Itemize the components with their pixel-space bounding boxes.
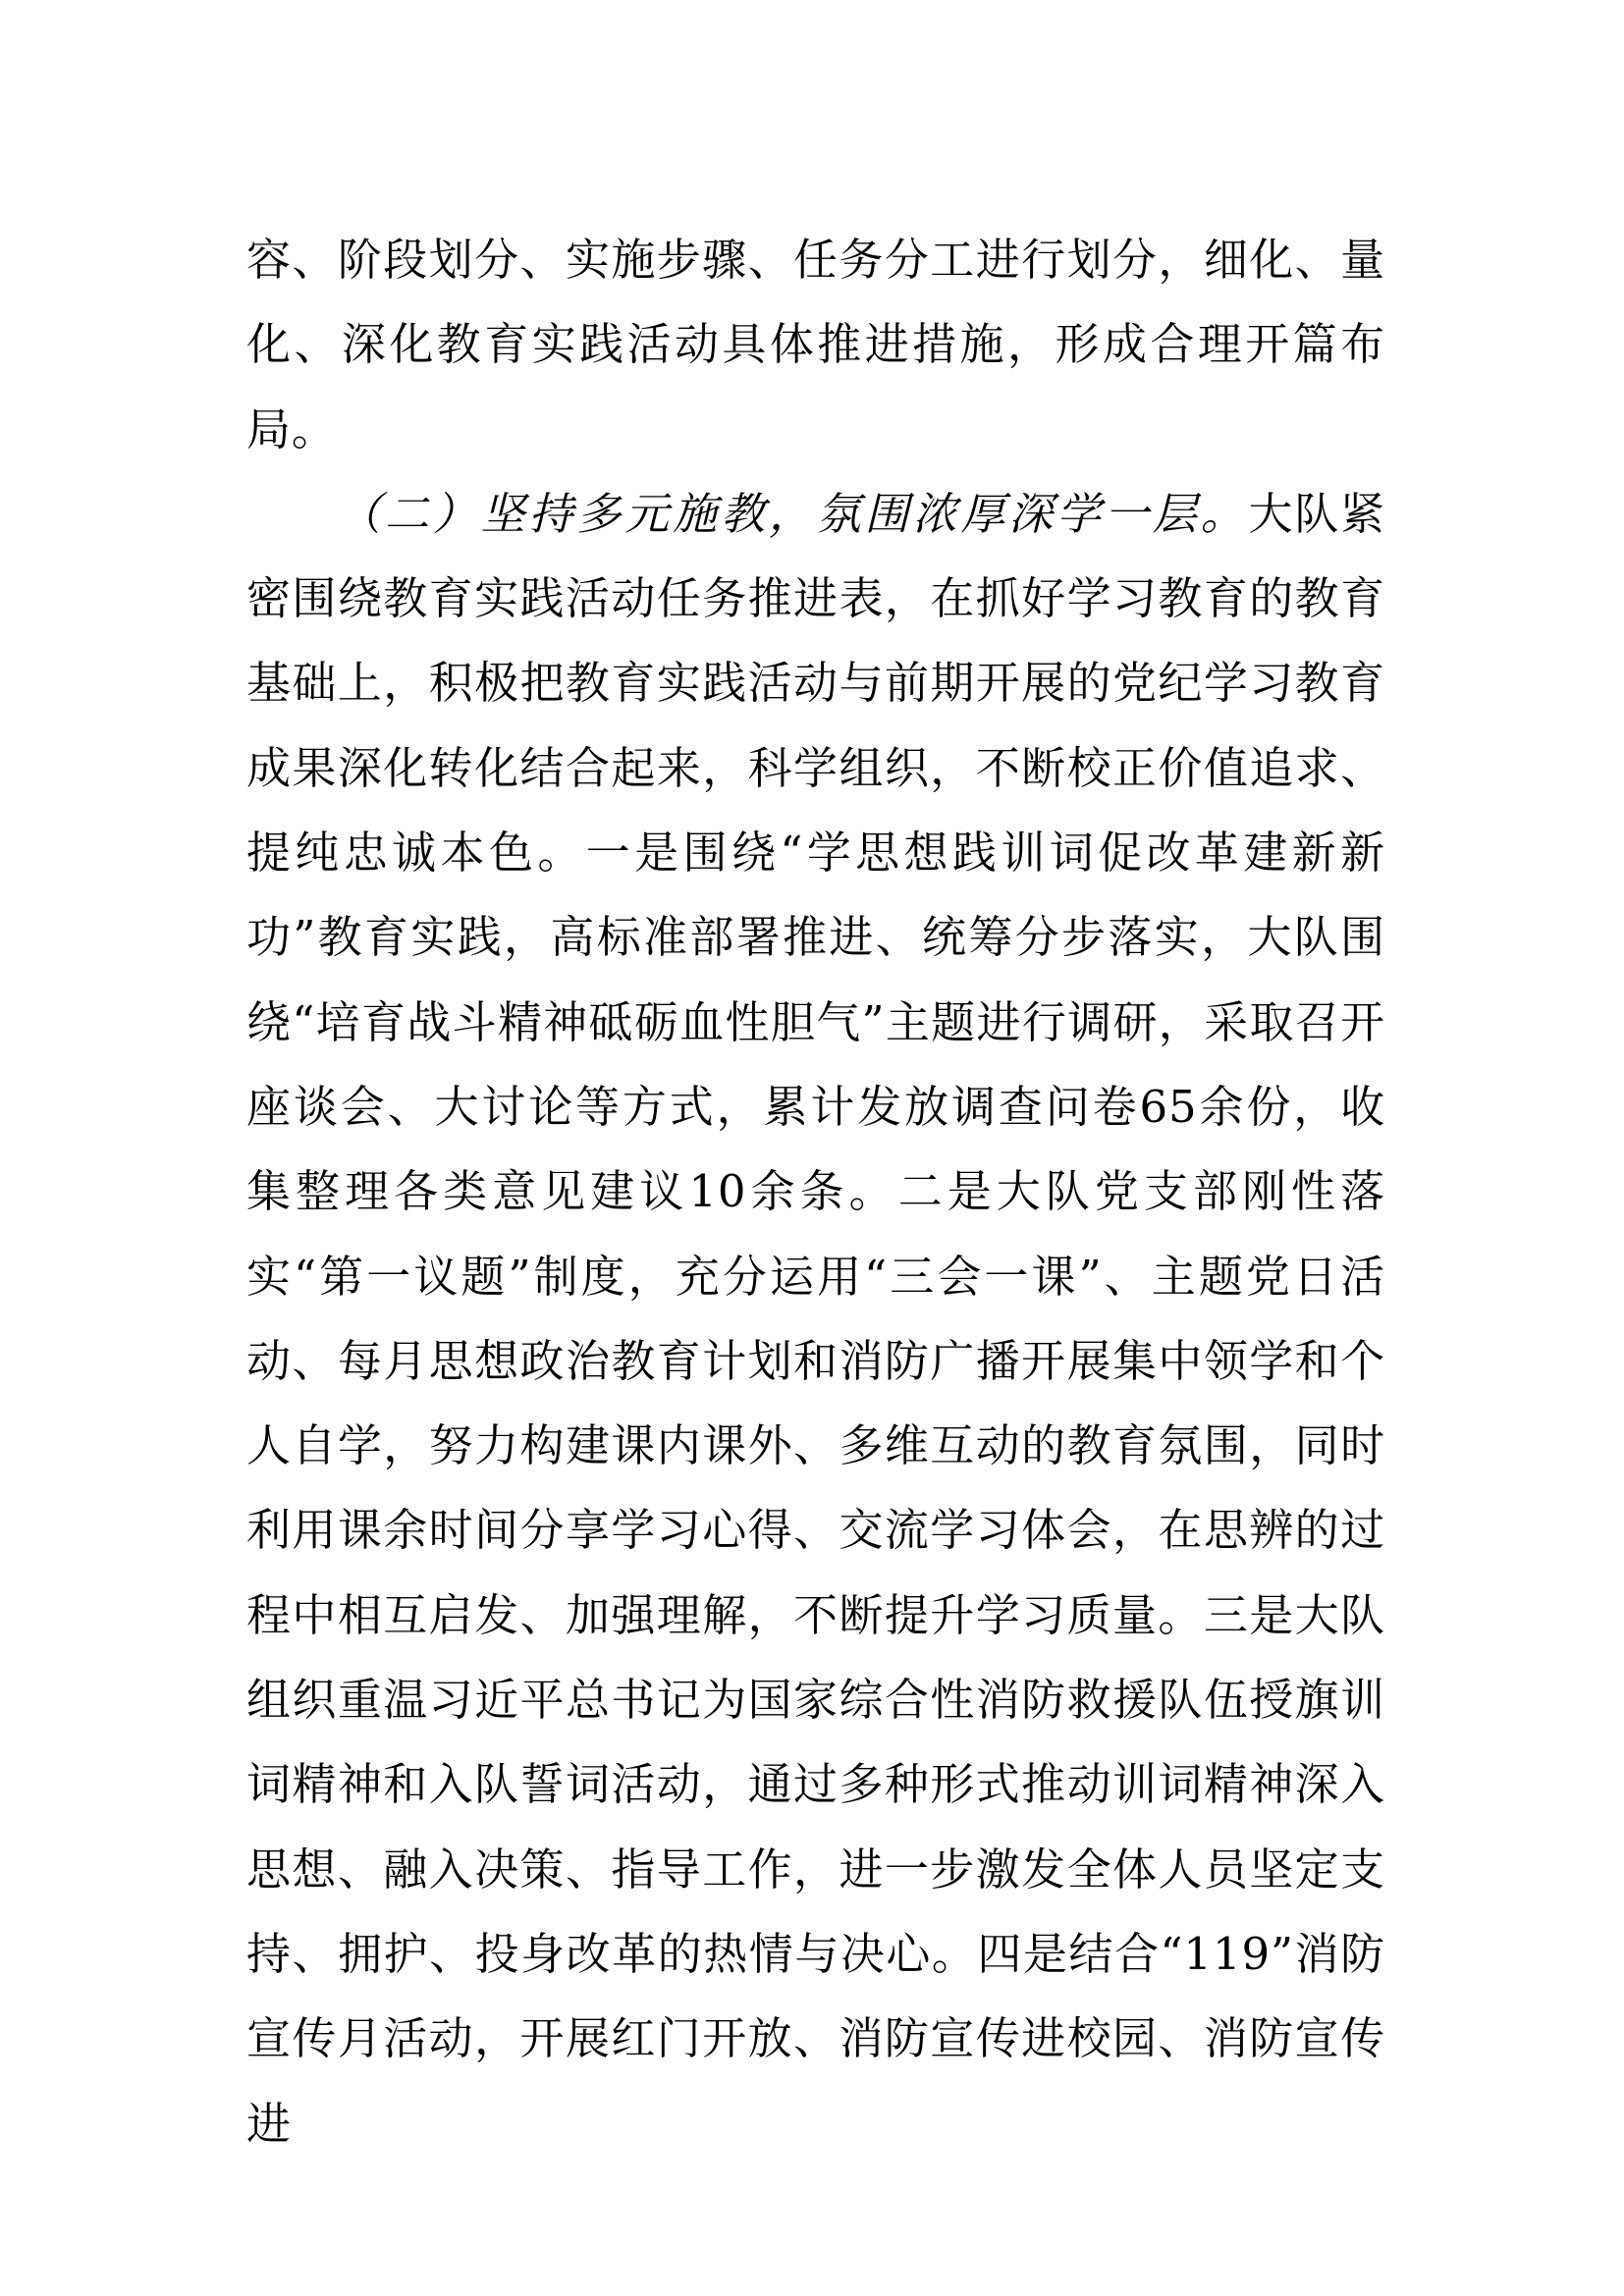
paragraph-continuation	[246, 218, 1385, 472]
paragraph-text: 容、阶段划分、实施步骤、任务分工进行划分，细化、量化、深化教育实践活动具体推进措施，形成合理开篇布局。	[246, 234, 1385, 455]
paragraph-text: 大队紧密围绕教育实践活动任务推进表，在抓好学习教育的教育基础上，积极把教育实践活动与前期开展的党纪学习教育成果深化转化结合起来，科学组织，不断校正价值追求、提纯忠诚本色。一是围绕“学思想践训词促改革建新新功”教育实践，高标准部署推进、统筹分步落实，大队围绕“培育战斗精神砥砺血性胆气”主题进行调研，采取召开座谈会、大讨论等方式，累计发放调查问卷65余份，收集整理各类意见建议10余条。二是大队党支部刚性落实“第一议题”制度，充分运用“三会一课”、主题党日活动、每月思想政治教育计划和消防广播开展集中领学和个人自学，努力构建课内课外、多维互动的教育氛围，同时利用课余时间分享学习心得、交流学习体会，在思辨的过程中相互启发、加强理解，不断提升学习质量。三是大队组织重温习近平总书记为国家综合性消防救援队伍授旗训词精神和入队誓词活动，通过多种形式推动训词精神深入思想、融入决策、指导工作，进一步激发全体人员坚定支持、拥护、投身改革的热情与决心。四是结合“119”消防宣传月活动，开展红门开放、消防宣传进校园、消防宣传进	[246, 487, 1385, 2150]
document-body	[246, 218, 1385, 2166]
section-heading: （二）坚持多元施教，氛围浓厚深学一层。	[337, 487, 1249, 540]
paragraph-section-2	[246, 472, 1385, 2166]
